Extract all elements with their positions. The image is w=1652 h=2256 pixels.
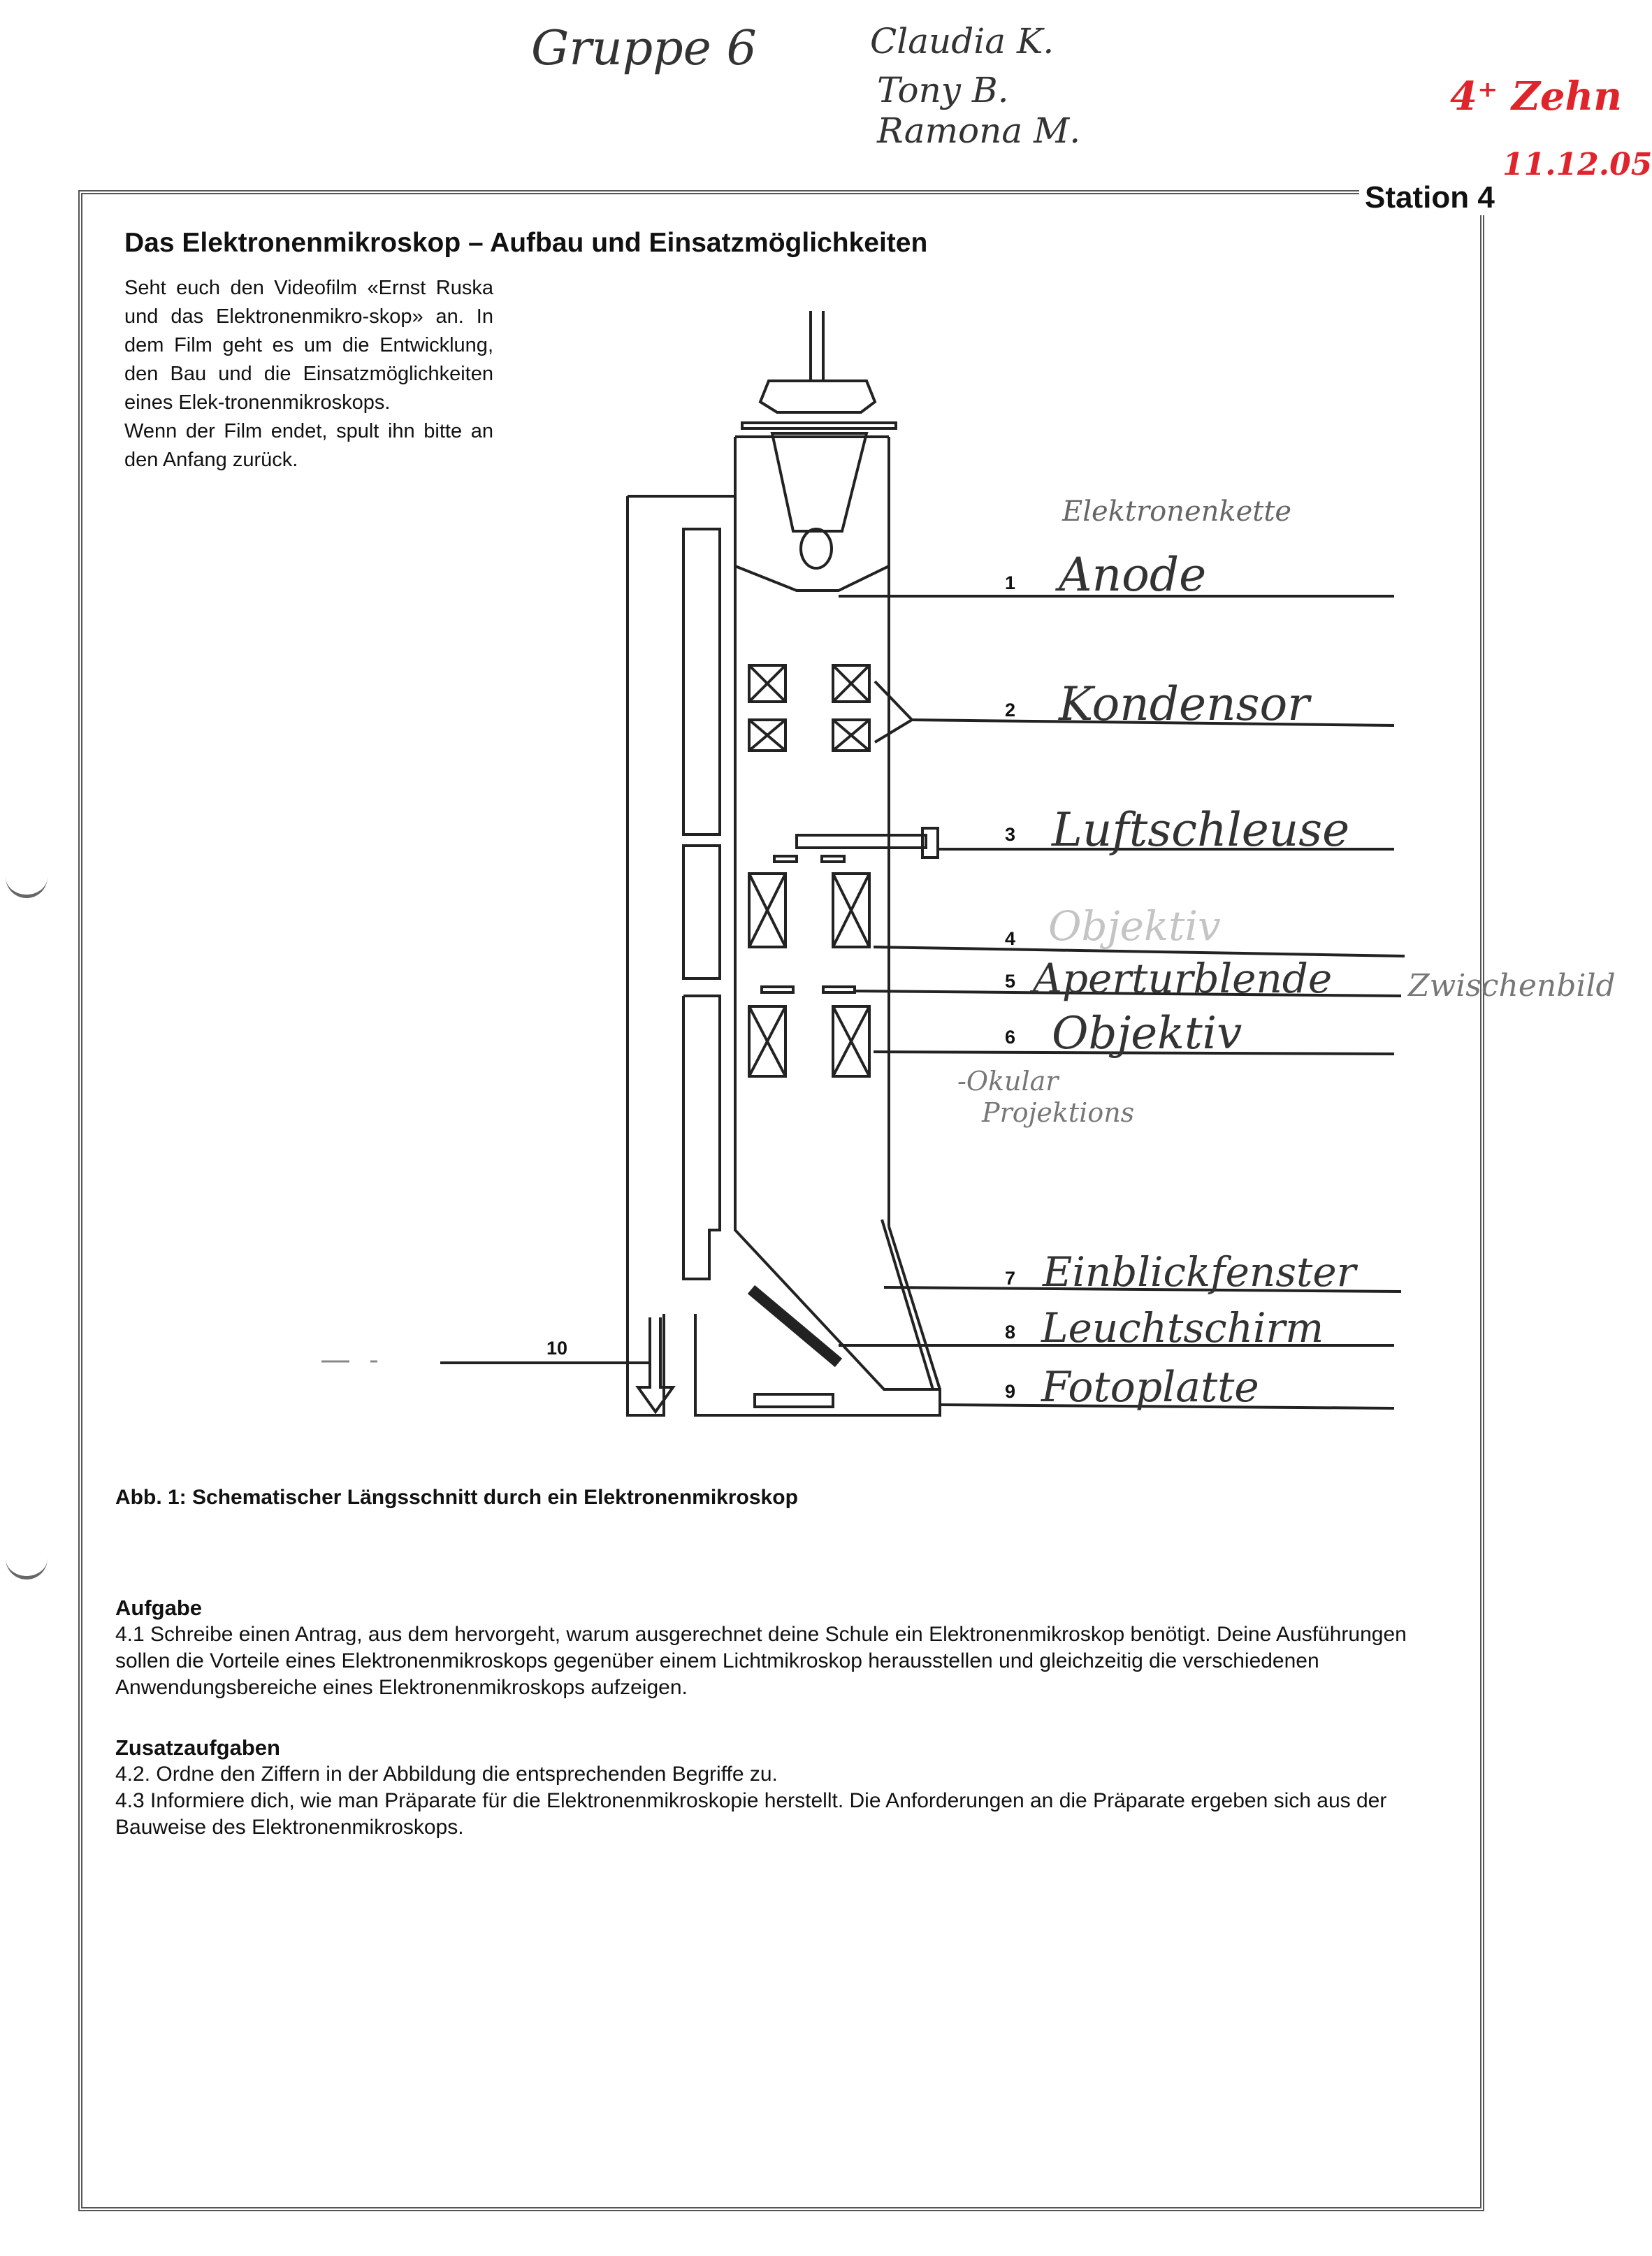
- zusatz-section: [115, 1735, 1461, 1841]
- handwritten-group: Gruppe 6: [531, 21, 757, 76]
- zusatz-item: 4.3 Informiere dich, wie man Präparate für die Elektronenmikroskopie herstellt. Die Anforderungen an die Präparate ergeben sich aus der Bauweise des Elektronenmikroskops.: [115, 1789, 1387, 1839]
- station-label: Station 4: [1359, 180, 1500, 215]
- handwritten-member: Claudia K.: [870, 21, 1055, 62]
- diagram-number: 1: [1005, 572, 1016, 593]
- handwritten-answer: Fotoplatte: [1041, 1363, 1259, 1412]
- diagram-number: 6: [1005, 1027, 1016, 1048]
- aufgabe-text: 4.1 Schreibe einen Antrag, aus dem hervorgeht, warum ausgerechnet deine Schule ein Elektronenmikroskop benötigt. Deine Ausführungen sollen die Vorteile eines Elektronenmikroskops gegenüber einem Lichtmikroskop herausstellen und gleichzeitig die verschiedenen Anwendungsbereiche eines Elektronenmikroskops aufzeigen.: [115, 1623, 1407, 1699]
- handwritten-member: Tony B.: [877, 70, 1009, 110]
- note-line: Projektions: [982, 1097, 1135, 1128]
- handwritten-answer: Aperturblende: [1033, 955, 1333, 1002]
- handwritten-note-projektions: [957, 1066, 1134, 1128]
- intro-paragraph: Wenn der Film endet, spult ihn bitte an den Anfang zurück.: [124, 420, 493, 471]
- handwritten-answer: Objektiv: [1048, 902, 1221, 950]
- handwritten-answer: Leuchtschirm: [1041, 1304, 1324, 1352]
- note-line: -Okular: [957, 1066, 1059, 1097]
- diagram-number: 10: [546, 1338, 568, 1359]
- handwritten-answer: Einblickfenster: [1043, 1248, 1356, 1296]
- handwritten-note-elektronenkette: Elektronenkette: [1062, 496, 1292, 528]
- handwritten-grade: 4⁺ Zehn: [1450, 73, 1622, 120]
- diagram-number: 7: [1005, 1268, 1016, 1289]
- handwritten-answer: Anode: [1059, 548, 1207, 602]
- diagram-number: 2: [1005, 700, 1016, 721]
- aufgabe-heading: Aufgabe: [115, 1596, 202, 1620]
- worksheet-title: Das Elektronenmikroskop – Aufbau und Einsatzmöglichkeiten: [124, 228, 928, 258]
- handwritten-answer: Kondensor: [1059, 677, 1310, 731]
- handwritten-member: Ramona M.: [877, 110, 1081, 151]
- diagram-number: 4: [1005, 928, 1016, 949]
- zusatz-item: 4.2. Ordne den Ziffern in der Abbildung die entsprechenden Begriffe zu.: [115, 1763, 778, 1786]
- diagram-number: 3: [1005, 824, 1016, 845]
- diagram-number: 9: [1005, 1381, 1016, 1402]
- diagram-number: 5: [1005, 971, 1016, 992]
- figure-caption: Abb. 1: Schematischer Längsschnitt durch ein Elektronenmikroskop: [115, 1486, 798, 1509]
- handwritten-answer: Objektiv: [1052, 1008, 1242, 1060]
- handwritten-note-zwischenbild: Zwischenbild: [1408, 968, 1616, 1004]
- zusatz-heading: Zusatzaufgaben: [115, 1735, 280, 1760]
- intro-paragraph: Seht euch den Videofilm «Ernst Ruska und das Elektronenmikro-skop» an. In dem Film geht es um die Entwicklung, den Bau und die Einsatzmöglichkeiten eines Elek-tronenmikroskops.: [124, 277, 493, 414]
- handwritten-answer: Luftschleuse: [1052, 803, 1350, 857]
- diagram-number: 8: [1005, 1322, 1016, 1343]
- aufgabe-section: [115, 1595, 1461, 1701]
- handwritten-date: 11.12.05: [1502, 147, 1652, 182]
